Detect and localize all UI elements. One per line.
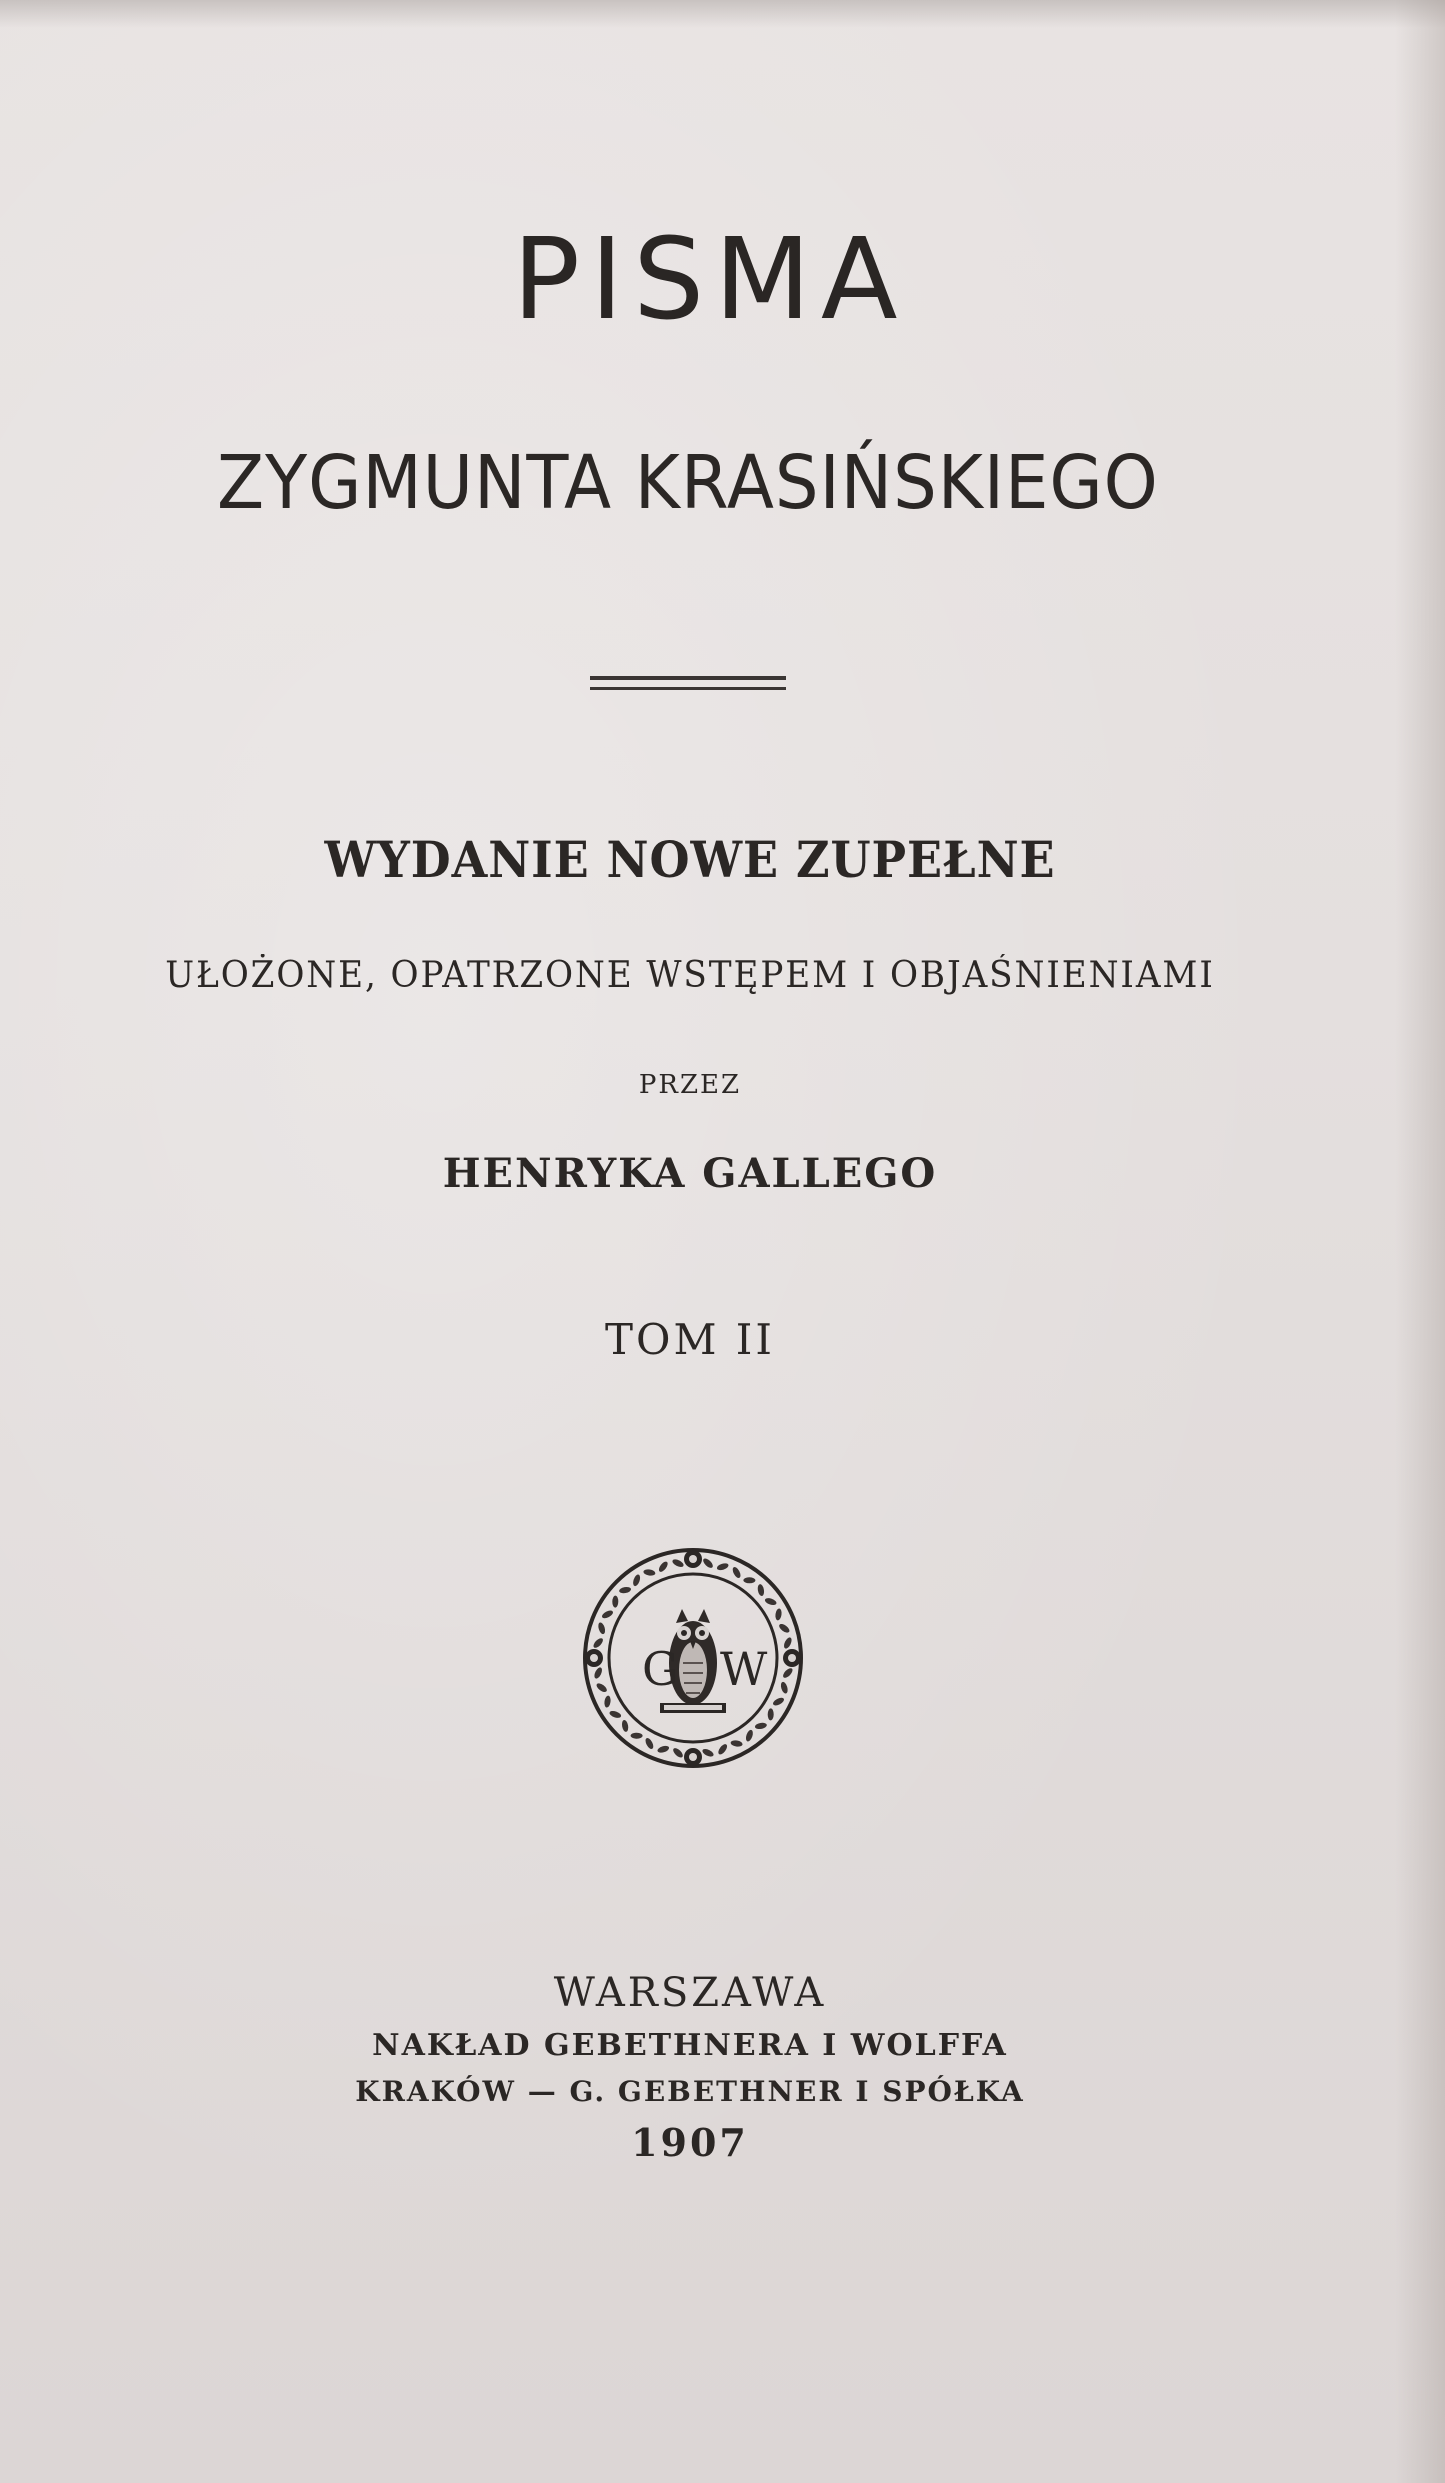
wreath-leaf xyxy=(702,1557,715,1570)
wreath-leaf xyxy=(601,1609,614,1620)
book-title: PISMA xyxy=(512,215,908,345)
edition-line: WYDANIE NOWE ZUPEŁNE xyxy=(324,830,1056,889)
wreath-leaf xyxy=(672,1746,685,1759)
wreath-leaf xyxy=(644,1737,655,1750)
wreath-leaf xyxy=(657,1745,670,1754)
book-subtitle: ZYGMUNTA KRASIŃSKIEGO xyxy=(217,440,1159,526)
wreath-leaf xyxy=(612,1596,618,1608)
wreath-leaf xyxy=(778,1622,791,1634)
wreath-leaf xyxy=(671,1558,684,1569)
wreath-leaf xyxy=(743,1577,755,1583)
wreath-leaf xyxy=(781,1667,794,1680)
wreath-leaf xyxy=(730,1740,743,1748)
wreath-leaf xyxy=(632,1574,642,1587)
emblem-letter-w: W xyxy=(720,1642,768,1696)
wreath-leaf xyxy=(592,1637,605,1650)
volume-number: TOM II xyxy=(605,1315,775,1364)
wreath-leaf xyxy=(782,1636,793,1649)
imprint-publisher: NAKŁAD GEBETHNERA I WOLFFA xyxy=(372,2028,1008,2063)
wreath-leaf xyxy=(619,1586,632,1594)
wreath-leaf xyxy=(731,1566,742,1579)
wreath-leaf xyxy=(772,1696,785,1707)
wreath-leaf xyxy=(604,1695,612,1708)
arranged-line: UŁOŻONE, OPATRZONE WSTĘPEM I OBJAŚNIENIAMI xyxy=(165,955,1215,996)
wreath-leaf xyxy=(595,1682,608,1694)
publisher-owl-emblem xyxy=(580,1545,806,1771)
wreath-leaf xyxy=(754,1722,767,1730)
wreath-leaf xyxy=(657,1560,669,1573)
editor-name: HENRYKA GALLEGO xyxy=(442,1150,938,1197)
imprint-publisher-krakow: KRAKÓW — G. GEBETHNER I SPÓŁKA xyxy=(355,2075,1025,2108)
imprint-city: WARSZAWA xyxy=(553,1970,827,2016)
wreath-leaf xyxy=(775,1608,783,1621)
wreath-leaf xyxy=(643,1569,656,1577)
by-line: PRZEZ xyxy=(638,1070,742,1100)
wreath-leaf xyxy=(717,1743,729,1756)
wreath-leaf xyxy=(780,1681,789,1694)
wreath-leaf xyxy=(701,1747,714,1758)
wreath-leaf xyxy=(631,1733,643,1739)
wreath-leaf xyxy=(745,1729,755,1742)
wreath-leaf xyxy=(609,1710,622,1720)
emblem-letter-g: G xyxy=(642,1642,679,1696)
wreath-leaf xyxy=(716,1562,729,1571)
wreath-leaf xyxy=(768,1708,774,1720)
wreath-leaf xyxy=(764,1597,777,1607)
wreath-leaf xyxy=(757,1584,765,1597)
double-rule-divider xyxy=(590,676,786,690)
wreath-leaf xyxy=(597,1622,606,1635)
imprint-year: 1907 xyxy=(631,2120,749,2165)
wreath-leaf xyxy=(621,1719,629,1732)
wreath-leaf xyxy=(593,1666,604,1679)
